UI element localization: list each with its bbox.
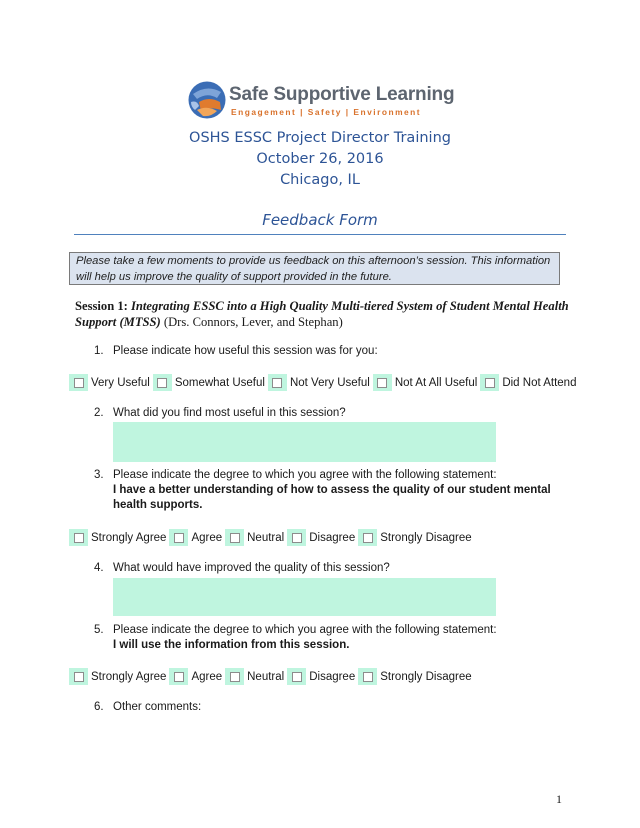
usefulness-options (69, 373, 579, 392)
question-statement: I will use the information from this session. (113, 639, 350, 651)
checkbox[interactable] (358, 668, 377, 685)
option-strongly-disagree[interactable] (358, 668, 471, 685)
training-date: October 26, 2016 (256, 151, 384, 167)
checkbox[interactable] (69, 668, 88, 685)
question-number: 5. (94, 624, 104, 636)
checkbox[interactable] (225, 529, 244, 546)
question-text: What would have improved the quality of this session? (113, 562, 390, 574)
form-title: Feedback Form (262, 211, 378, 229)
option-did-not-attend[interactable] (480, 374, 576, 391)
session-presenters: (Drs. Connors, Lever, and Stephan) (160, 315, 343, 329)
question-number: 3. (94, 469, 104, 481)
question-text: What did you find most useful in this session? (113, 407, 346, 419)
option-label: Agree (191, 531, 223, 544)
checkbox[interactable] (169, 529, 188, 546)
question-5 (94, 623, 554, 655)
most-useful-answer-field[interactable] (113, 422, 496, 462)
checkbox[interactable] (69, 374, 88, 391)
checkbox[interactable] (69, 529, 88, 546)
option-label: Did Not Attend (502, 376, 577, 389)
option-label: Strongly Agree (91, 531, 167, 544)
globe-logo-icon (187, 80, 227, 120)
option-somewhat-useful[interactable] (153, 374, 265, 391)
checkbox[interactable] (287, 668, 306, 685)
logo (187, 80, 457, 122)
page-number: 1 (556, 792, 562, 806)
option-not-very-useful[interactable] (268, 374, 370, 391)
option-label: Disagree (309, 670, 356, 683)
logo-tagline: Engagement | Safety | Environment (231, 107, 422, 117)
checkbox[interactable] (153, 374, 172, 391)
option-neutral[interactable] (225, 668, 284, 685)
checkbox[interactable] (358, 529, 377, 546)
question-text: Please indicate how useful this session was for you: (113, 345, 378, 357)
checkbox[interactable] (373, 374, 392, 391)
option-label: Not Very Useful (289, 376, 370, 389)
option-label: Neutral (247, 531, 285, 544)
question-number: 2. (94, 407, 104, 419)
option-label: Not At All Useful (394, 376, 478, 389)
option-label: Strongly Disagree (380, 670, 472, 683)
agreement-options-q5 (69, 667, 475, 686)
option-strongly-agree[interactable] (69, 529, 166, 546)
option-very-useful[interactable] (69, 374, 150, 391)
question-number: 4. (94, 562, 104, 574)
question-statement: I have a better understanding of how to assess the quality of our student mental health supports. (113, 484, 551, 511)
option-label: Somewhat Useful (174, 376, 265, 389)
question-text: Please indicate the degree to which you agree with the following statement: (113, 469, 497, 481)
session-heading (75, 298, 575, 330)
option-strongly-disagree[interactable] (358, 529, 471, 546)
checkbox[interactable] (287, 529, 306, 546)
training-title: OSHS ESSC Project Director Training (189, 130, 451, 146)
checkbox[interactable] (268, 374, 287, 391)
option-label: Agree (191, 670, 223, 683)
checkbox[interactable] (480, 374, 499, 391)
logo-title: Safe Supportive Learning (229, 84, 455, 105)
option-label: Disagree (309, 531, 356, 544)
checkbox[interactable] (225, 668, 244, 685)
question-number: 1. (94, 345, 104, 357)
option-strongly-agree[interactable] (69, 668, 166, 685)
checkbox[interactable] (169, 668, 188, 685)
session-title: Integrating ESSC into a High Quality Multi-tiered System of Student Mental Health Support (MTSS) (75, 299, 569, 329)
option-agree[interactable] (169, 668, 222, 685)
option-label: Strongly Agree (91, 670, 167, 683)
option-label: Neutral (247, 670, 285, 683)
training-location: Chicago, IL (280, 172, 360, 188)
improvement-answer-field[interactable] (113, 578, 496, 616)
option-neutral[interactable] (225, 529, 284, 546)
option-disagree[interactable] (287, 529, 355, 546)
option-label: Very Useful (91, 376, 150, 389)
question-3 (94, 468, 554, 516)
option-label: Strongly Disagree (380, 531, 472, 544)
instructions-box: Please take a few moments to provide us feedback on this afternoon’s session. This information will help us improve the quality of support provided in the future. (69, 252, 560, 285)
agreement-options-q3 (69, 528, 475, 547)
option-disagree[interactable] (287, 668, 355, 685)
title-divider (74, 234, 566, 235)
session-label: Session 1: (75, 299, 131, 313)
option-not-at-all-useful[interactable] (373, 374, 477, 391)
question-number: 6. (94, 701, 104, 713)
option-agree[interactable] (169, 529, 222, 546)
question-text: Please indicate the degree to which you agree with the following statement: (113, 624, 497, 636)
question-text: Other comments: (113, 701, 202, 713)
